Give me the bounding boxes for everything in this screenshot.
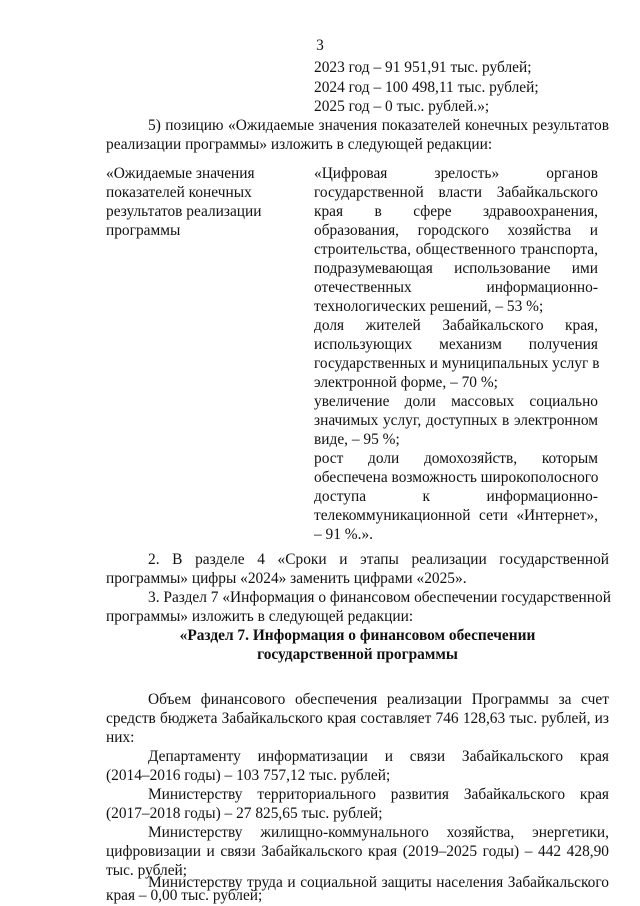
ministry-territorial-line2: (2017–2018 годы) – 27 825,65 тыс. рублей; (106, 805, 383, 822)
table-right-line: подразумевающая использование ими (314, 260, 598, 277)
volume-line1: Объем финансового обеспечения реализации Программы за счет (148, 691, 609, 708)
item3-line1: 3. Раздел 7 «Информация о финансовом обеспечении государственной (148, 589, 611, 606)
table-right-line: использующих механизм получения (314, 336, 598, 353)
item5-line2: реализации программы» изложить в следующей редакции: (106, 136, 493, 153)
volume-line2: средств бюджета Забайкальского края составляет 746 128,63 тыс. рублей, из (106, 710, 609, 727)
funding-year-2023: 2023 год – 91 951,91 тыс. рублей; (314, 59, 532, 76)
table-right-line: виде, – 95 %; (314, 431, 400, 448)
table-right-line: обеспечена возможность широкополосного (314, 469, 599, 486)
table-left-line: «Ожидаемые значения (106, 165, 255, 182)
ministry-labor-line2: края – 0,00 тыс. рублей; (106, 887, 263, 904)
table-right-line: образования, городского хозяйства и (314, 222, 598, 239)
table-right-line: отечественных информационно- (314, 279, 598, 296)
table-right-line: доля жителей Забайкальского края, (314, 317, 598, 334)
table-right-line: увеличение доли массовых социально (314, 393, 598, 410)
section-heading-line2: государственной программы (257, 646, 458, 663)
ministry-territorial-line1: Министерству территориального развития Забайкальского края (148, 786, 609, 803)
table-right-line: телекоммуникационной сети «Интернет», (314, 507, 598, 524)
ministry-housing-line1: Министерству жилищно-коммунального хозяйства, энергетики, (148, 824, 609, 841)
ministry-housing-line3: тыс. рублей; (106, 862, 188, 879)
table-right-line: – 91 %.». (314, 526, 373, 543)
table-left-line: результатов реализации (106, 203, 262, 220)
volume-line3: них: (106, 729, 135, 746)
item3-line2: программы» изложить в следующей редакции: (106, 608, 414, 625)
table-right-line: государственной власти Забайкальского (314, 184, 598, 201)
section-heading-line1: «Раздел 7. Информация о финансовом обеспечении (179, 627, 536, 644)
table-right-line: значимых услуг, доступных в электронном (314, 412, 598, 429)
table-right-line: края в сфере здравоохранения, (314, 203, 598, 220)
table-right-line: технологических решений, – 53 %; (314, 298, 544, 315)
page-number: 3 (316, 37, 324, 54)
item2-line1: 2. В разделе 4 «Сроки и этапы реализации государственной (148, 551, 609, 568)
ministry-labor-line1: Министерству труда и социальной защиты населения Забайкальского (148, 874, 609, 891)
dept-informatization-line2: (2014–2016 годы) – 103 757,12 тыс. рублей; (106, 767, 391, 784)
dept-informatization-line1: Департаменту информатизации и связи Забайкальского края (148, 748, 609, 765)
table-right-line: доступа к информационно- (314, 488, 598, 505)
table-right-line: рост доли домохозяйств, которым (314, 450, 598, 467)
item5-line1: 5) позицию «Ожидаемые значения показателей конечных результатов (148, 117, 609, 134)
table-left-line: показателей конечных (106, 184, 252, 201)
funding-year-2024: 2024 год – 100 498,11 тыс. рублей; (314, 79, 539, 96)
funding-year-2025: 2025 год – 0 тыс. рублей.»; (314, 98, 490, 115)
table-right-line: государственных и муниципальных услуг в (314, 355, 600, 372)
ministry-housing-line2: цифровизации и связи Забайкальского края (2019–2025 годы) – 442 428,90 (106, 843, 609, 860)
item2-line2: программы» цифры «2024» заменить цифрами «2025». (106, 570, 467, 587)
table-left-line: программы (106, 222, 181, 239)
table-right-line: электронной форме, – 70 %; (314, 374, 498, 391)
table-right-line: «Цифровая зрелость» органов (314, 165, 598, 182)
table-right-line: строительства, общественного транспорта, (314, 241, 598, 258)
